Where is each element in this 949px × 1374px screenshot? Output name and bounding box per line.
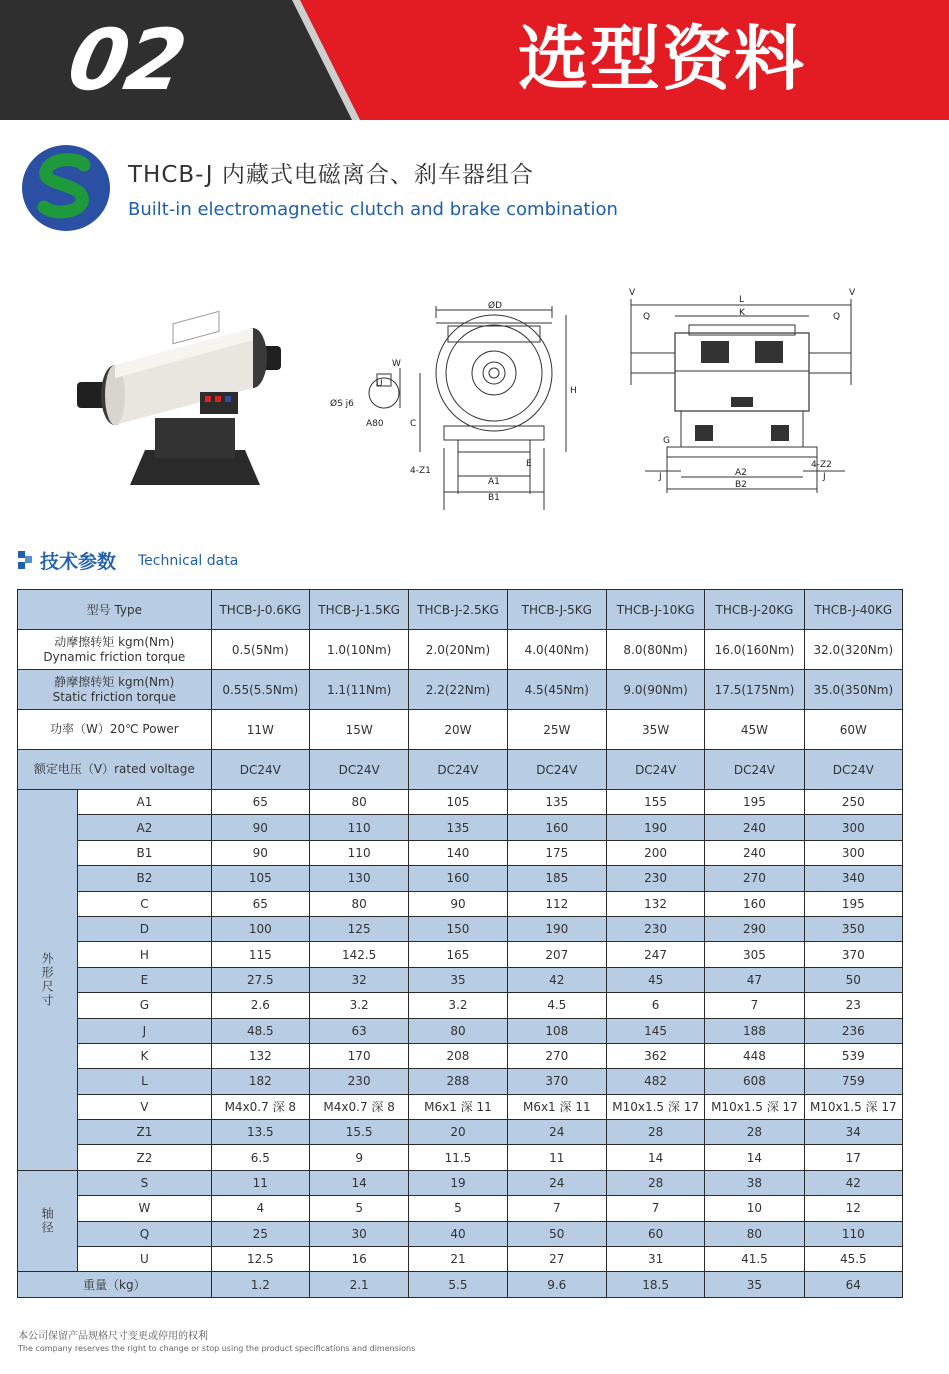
table-cell: DC24V	[705, 750, 804, 790]
table-cell: 50	[804, 967, 902, 992]
table-cell: 5	[309, 1196, 408, 1221]
side-label-z2: 4-Z2	[811, 460, 832, 470]
section-title: 选型资料	[518, 18, 806, 100]
table-cell: 4.5(45Nm)	[507, 670, 606, 710]
table-cell: 132	[211, 1043, 309, 1068]
table-cell: 175	[507, 840, 606, 865]
table-row	[18, 1018, 903, 1043]
table-cell: DC24V	[507, 750, 606, 790]
table-cell: 608	[705, 1069, 804, 1094]
table-cell: 65	[211, 790, 309, 815]
table-cell: 15W	[309, 710, 408, 750]
table-row	[18, 790, 903, 815]
table-row	[18, 942, 903, 967]
table-cell: 11	[211, 1170, 309, 1195]
table-cell: 2.6	[211, 993, 309, 1018]
table-cell: 132	[606, 891, 704, 916]
table-cell: 32.0(320Nm)	[804, 630, 902, 670]
table-cell: 270	[507, 1043, 606, 1068]
front-label-ann: A80	[366, 419, 384, 429]
table-cell: 12.5	[211, 1247, 309, 1272]
dimension-name: C	[78, 891, 211, 916]
dimension-name: J	[78, 1018, 211, 1043]
table-cell: 2.0(20Nm)	[409, 630, 507, 670]
table-cell: 17.5(175Nm)	[705, 670, 804, 710]
table-cell: 47	[705, 967, 804, 992]
table-row	[18, 1120, 903, 1145]
table-cell: M10x1.5 深 17	[804, 1094, 902, 1119]
table-cell: 142.5	[309, 942, 408, 967]
front-label-a1: A1	[488, 477, 500, 487]
header-model: THCB-J-2.5KG	[409, 590, 507, 630]
front-label-b1: B1	[488, 493, 500, 503]
table-cell: 110	[804, 1221, 902, 1246]
table-cell: 236	[804, 1018, 902, 1043]
table-cell: 42	[804, 1170, 902, 1195]
table-cell: DC24V	[606, 750, 704, 790]
table-cell: 24	[507, 1120, 606, 1145]
brand-logo	[20, 143, 112, 233]
table-cell: 4	[211, 1196, 309, 1221]
table-cell: 270	[705, 866, 804, 891]
table-cell: 7	[705, 993, 804, 1018]
table-cell: 20	[409, 1120, 507, 1145]
product-photo	[75, 300, 295, 500]
header-type-label: 型号 Type	[18, 590, 212, 630]
table-row	[18, 1145, 903, 1170]
dimension-name: D	[78, 916, 211, 941]
table-cell: 80	[309, 790, 408, 815]
table-row	[18, 1094, 903, 1119]
table-cell: 42	[507, 967, 606, 992]
table-row	[18, 630, 903, 670]
table-cell: 300	[804, 840, 902, 865]
dimension-name: L	[78, 1069, 211, 1094]
table-cell: 230	[309, 1069, 408, 1094]
table-cell: 28	[606, 1170, 704, 1195]
table-cell: 17	[804, 1145, 902, 1170]
front-label-u: U	[376, 379, 383, 389]
table-cell: 6.5	[211, 1145, 309, 1170]
table-row	[18, 1170, 903, 1195]
table-cell: M6x1 深 11	[409, 1094, 507, 1119]
side-label-q-left: Q	[643, 312, 651, 322]
header-model: THCB-J-40KG	[804, 590, 902, 630]
table-cell: 35W	[606, 710, 704, 750]
table-cell: 100	[211, 916, 309, 941]
table-cell: 288	[409, 1069, 507, 1094]
table-cell: 13.5	[211, 1120, 309, 1145]
table-cell: 80	[309, 891, 408, 916]
table-cell: M10x1.5 深 17	[705, 1094, 804, 1119]
table-cell: 45W	[705, 710, 804, 750]
table-cell: DC24V	[211, 750, 309, 790]
dimension-name: Z1	[78, 1120, 211, 1145]
table-cell: 7	[507, 1196, 606, 1221]
table-cell: DC24V	[409, 750, 507, 790]
table-cell: 300	[804, 815, 902, 840]
spec-row-label	[18, 630, 212, 670]
table-row	[18, 866, 903, 891]
table-cell: 1.1(11Nm)	[309, 670, 408, 710]
table-cell: 4.0(40Nm)	[507, 630, 606, 670]
table-cell: 35.0(350Nm)	[804, 670, 902, 710]
table-cell: 90	[211, 840, 309, 865]
table-cell: 38	[705, 1170, 804, 1195]
table-cell: 190	[606, 815, 704, 840]
table-row	[18, 891, 903, 916]
table-row	[18, 993, 903, 1018]
dimension-group-label	[18, 790, 78, 1171]
dimension-name: E	[78, 967, 211, 992]
dimension-name: B1	[78, 840, 211, 865]
table-cell: M6x1 深 11	[507, 1094, 606, 1119]
spec-label-cn: 额定电压（V）rated voltage	[33, 762, 195, 776]
table-cell: 195	[804, 891, 902, 916]
table-cell: 105	[211, 866, 309, 891]
table-cell: 60W	[804, 710, 902, 750]
table-cell: 110	[309, 840, 408, 865]
table-cell: 230	[606, 916, 704, 941]
table-cell: 170	[309, 1043, 408, 1068]
table-row	[18, 670, 903, 710]
table-cell: 80	[705, 1221, 804, 1246]
side-label-j-right: J	[823, 472, 826, 482]
table-row	[18, 1196, 903, 1221]
footer-note-en: The company reserves the right to change or stop using the product specifications and dimensions	[18, 1344, 416, 1353]
table-cell: 247	[606, 942, 704, 967]
header-model: THCB-J-1.5KG	[309, 590, 408, 630]
table-cell: DC24V	[804, 750, 902, 790]
side-label-q-right: Q	[833, 312, 841, 322]
dimension-name: A2	[78, 815, 211, 840]
product-title-cn: THCB-J 内藏式电磁离合、刹车器组合	[128, 162, 534, 188]
table-cell: 3.2	[409, 993, 507, 1018]
table-cell: 0.55(5.5Nm)	[211, 670, 309, 710]
table-cell: 24	[507, 1170, 606, 1195]
dimension-name: W	[78, 1196, 211, 1221]
side-label-g: G	[663, 436, 670, 446]
table-cell: 112	[507, 891, 606, 916]
table-cell: 50	[507, 1221, 606, 1246]
table-cell: 5.5	[409, 1272, 507, 1297]
table-cell: 108	[507, 1018, 606, 1043]
side-label-b2: B2	[735, 480, 747, 490]
table-cell: 155	[606, 790, 704, 815]
table-cell: M4x0.7 深 8	[309, 1094, 408, 1119]
table-cell: 240	[705, 840, 804, 865]
table-cell: 9	[309, 1145, 408, 1170]
table-cell: 135	[409, 815, 507, 840]
table-cell: 25	[211, 1221, 309, 1246]
table-cell: 182	[211, 1069, 309, 1094]
table-cell: 90	[409, 891, 507, 916]
table-cell: 23	[804, 993, 902, 1018]
dimension-name: V	[78, 1094, 211, 1119]
table-cell: 41.5	[705, 1247, 804, 1272]
product-title-en: Built-in electromagnetic clutch and brake combination	[128, 199, 618, 220]
front-label-z1: 4-Z1	[410, 466, 431, 476]
table-cell: 7	[606, 1196, 704, 1221]
dimension-name: S	[78, 1170, 211, 1195]
side-label-a2: A2	[735, 468, 747, 478]
table-cell: 208	[409, 1043, 507, 1068]
spec-row-label	[18, 750, 212, 790]
table-cell: 31	[606, 1247, 704, 1272]
table-cell: 9.0(90Nm)	[606, 670, 704, 710]
table-cell: 35	[409, 967, 507, 992]
table-cell: M10x1.5 深 17	[606, 1094, 704, 1119]
table-cell: 8.0(80Nm)	[606, 630, 704, 670]
dimension-name: U	[78, 1247, 211, 1272]
spec-table	[17, 589, 903, 1298]
table-cell: 16.0(160Nm)	[705, 630, 804, 670]
header-model: THCB-J-0.6KG	[211, 590, 309, 630]
table-cell: 30	[309, 1221, 408, 1246]
table-cell: 110	[309, 815, 408, 840]
table-cell: 125	[309, 916, 408, 941]
side-view-drawing	[605, 285, 883, 500]
front-label-c: C	[410, 419, 417, 429]
table-cell: 135	[507, 790, 606, 815]
table-cell: 20W	[409, 710, 507, 750]
table-cell: 207	[507, 942, 606, 967]
table-cell: 370	[804, 942, 902, 967]
table-cell: 130	[309, 866, 408, 891]
table-cell: 14	[309, 1170, 408, 1195]
table-cell: 27	[507, 1247, 606, 1272]
table-cell: 48.5	[211, 1018, 309, 1043]
front-label-os: ØS j6	[330, 399, 354, 409]
technical-data-title-en: Technical data	[138, 553, 239, 569]
shaft-group-label-text: 轴径	[40, 1207, 55, 1236]
table-cell: 1.2	[211, 1272, 309, 1297]
front-label-h: H	[570, 386, 577, 396]
table-cell: 6	[606, 993, 704, 1018]
spec-label-cn: 动摩擦转矩 kgm(Nm)	[54, 634, 175, 649]
table-cell: 4.5	[507, 993, 606, 1018]
dimension-name: B2	[78, 866, 211, 891]
table-cell: 63	[309, 1018, 408, 1043]
table-cell: 3.2	[309, 993, 408, 1018]
table-cell: 240	[705, 815, 804, 840]
table-cell: 200	[606, 840, 704, 865]
table-cell: 60	[606, 1221, 704, 1246]
front-label-w: W	[392, 359, 401, 369]
table-cell: DC24V	[309, 750, 408, 790]
table-cell: 105	[409, 790, 507, 815]
table-cell: 305	[705, 942, 804, 967]
shaft-group-label	[18, 1170, 78, 1272]
table-cell: 370	[507, 1069, 606, 1094]
table-row	[18, 1069, 903, 1094]
table-cell: 11W	[211, 710, 309, 750]
side-label-v-right: V	[849, 288, 856, 298]
table-cell: 1.0(10Nm)	[309, 630, 408, 670]
table-cell: 539	[804, 1043, 902, 1068]
table-row	[18, 916, 903, 941]
table-cell: 32	[309, 967, 408, 992]
header-model: THCB-J-5KG	[507, 590, 606, 630]
side-label-l: L	[739, 295, 745, 305]
table-cell: 2.2(22Nm)	[409, 670, 507, 710]
table-cell: 190	[507, 916, 606, 941]
table-cell: 188	[705, 1018, 804, 1043]
table-cell: 448	[705, 1043, 804, 1068]
header-model: THCB-J-20KG	[705, 590, 804, 630]
table-cell: 140	[409, 840, 507, 865]
header-model: THCB-J-10KG	[606, 590, 704, 630]
table-cell: 27.5	[211, 967, 309, 992]
table-row	[18, 710, 903, 750]
table-cell: 145	[606, 1018, 704, 1043]
table-cell: 2.1	[309, 1272, 408, 1297]
dimension-name: Z2	[78, 1145, 211, 1170]
section-banner	[0, 0, 949, 120]
table-cell: 21	[409, 1247, 507, 1272]
table-cell: 34	[804, 1120, 902, 1145]
dimension-name: H	[78, 942, 211, 967]
dimension-name: A1	[78, 790, 211, 815]
table-cell: 115	[211, 942, 309, 967]
table-cell: 9.6	[507, 1272, 606, 1297]
table-cell: 0.5(5Nm)	[211, 630, 309, 670]
table-cell: 150	[409, 916, 507, 941]
spec-label-en: Static friction torque	[52, 689, 177, 704]
front-label-e: E	[526, 459, 532, 469]
weight-label: 重量（kg）	[18, 1272, 212, 1297]
table-cell: 65	[211, 891, 309, 916]
table-cell: 40	[409, 1221, 507, 1246]
table-header-row	[18, 590, 903, 630]
table-cell: 12	[804, 1196, 902, 1221]
weight-row	[18, 1272, 903, 1297]
table-cell: 11.5	[409, 1145, 507, 1170]
table-cell: M4x0.7 深 8	[211, 1094, 309, 1119]
table-cell: 195	[705, 790, 804, 815]
table-cell: 14	[705, 1145, 804, 1170]
table-cell: 160	[507, 815, 606, 840]
spec-label-en: Dynamic friction torque	[43, 649, 186, 664]
dimension-group-label-text: 外形尺寸	[40, 951, 55, 1008]
table-cell: 28	[705, 1120, 804, 1145]
dimension-name: Q	[78, 1221, 211, 1246]
table-cell: 35	[705, 1272, 804, 1297]
table-cell: 759	[804, 1069, 902, 1094]
section-number: 02	[61, 11, 192, 109]
table-row	[18, 967, 903, 992]
spec-label-cn: 功率（W）20℃ Power	[49, 722, 179, 736]
table-cell: 19	[409, 1170, 507, 1195]
section-marker-icon	[18, 551, 32, 569]
table-cell: 362	[606, 1043, 704, 1068]
table-cell: 482	[606, 1069, 704, 1094]
technical-data-heading	[18, 545, 418, 575]
table-row	[18, 840, 903, 865]
table-cell: 64	[804, 1272, 902, 1297]
table-cell: 15.5	[309, 1120, 408, 1145]
table-cell: 14	[606, 1145, 704, 1170]
side-label-j-left: J	[659, 472, 662, 482]
front-label-od: ØD	[488, 301, 503, 311]
footer-note-cn: 本公司保留产品规格尺寸变更或停用的权利	[18, 1331, 208, 1342]
table-cell: 230	[606, 866, 704, 891]
table-cell: 5	[409, 1196, 507, 1221]
table-row	[18, 815, 903, 840]
table-row	[18, 750, 903, 790]
dimension-name: G	[78, 993, 211, 1018]
table-row	[18, 1247, 903, 1272]
dimension-name: K	[78, 1043, 211, 1068]
table-cell: 250	[804, 790, 902, 815]
table-cell: 16	[309, 1247, 408, 1272]
spec-label-cn: 静摩擦转矩 kgm(Nm)	[54, 674, 175, 689]
table-cell: 80	[409, 1018, 507, 1043]
side-label-v-left: V	[629, 288, 636, 298]
table-cell: 340	[804, 866, 902, 891]
table-cell: 165	[409, 942, 507, 967]
table-cell: 45	[606, 967, 704, 992]
table-cell: 160	[409, 866, 507, 891]
spec-row-label	[18, 710, 212, 750]
table-cell: 11	[507, 1145, 606, 1170]
side-label-k: K	[739, 308, 745, 318]
table-cell: 185	[507, 866, 606, 891]
table-cell: 10	[705, 1196, 804, 1221]
table-cell: 25W	[507, 710, 606, 750]
table-row	[18, 1221, 903, 1246]
table-cell: 90	[211, 815, 309, 840]
table-cell: 160	[705, 891, 804, 916]
table-cell: 290	[705, 916, 804, 941]
table-cell: 350	[804, 916, 902, 941]
front-view-drawing	[318, 298, 588, 520]
spec-row-label	[18, 670, 212, 710]
table-cell: 18.5	[606, 1272, 704, 1297]
technical-data-title-cn: 技术参数	[40, 551, 117, 573]
table-cell: 28	[606, 1120, 704, 1145]
table-row	[18, 1043, 903, 1068]
table-cell: 45.5	[804, 1247, 902, 1272]
